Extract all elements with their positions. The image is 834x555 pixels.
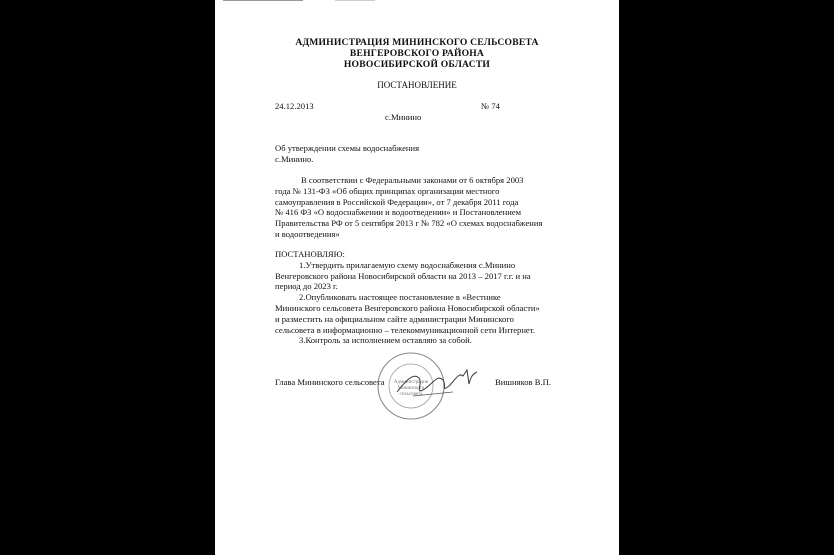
item-3-line: 3.Контроль за исполнением оставляю за собой. bbox=[299, 335, 472, 346]
preamble-line: самоуправления в Российской Федерации», от 7 декабря 2011 года bbox=[275, 196, 519, 207]
resolve-heading: ПОСТАНОВЛЯЮ: bbox=[275, 249, 345, 259]
preamble-line: года № 131-ФЗ «Об общих принципах организации местного bbox=[275, 185, 500, 196]
svg-text:сельсовета: сельсовета bbox=[399, 392, 423, 397]
item-1-line: период до 2023 г. bbox=[275, 281, 338, 292]
subject-line: с.Минино. bbox=[275, 153, 314, 164]
subject-line: Об утверждении схемы водоснабжения bbox=[275, 143, 420, 153]
item-1-line: Венгеровского района Новосибирской области на 2013 – 2017 г.г. и на bbox=[275, 270, 531, 281]
item-2-line: 2.Опубликовать настоящее постановление в «Вестнике bbox=[299, 292, 501, 303]
item-2-line: Мининского сельсовета Венгеровского района Новосибирской области» bbox=[275, 302, 540, 313]
header-line-3: НОВОСИБИРСКОЙ ОБЛАСТИ bbox=[343, 59, 491, 70]
svg-text:Мининского: Мининского bbox=[397, 386, 425, 391]
document-number: № 74 bbox=[481, 101, 500, 111]
document-page bbox=[215, 0, 619, 555]
resolve-section bbox=[275, 249, 575, 346]
header-line-2: ВЕНГЕРОВСКОГО РАЙОНА bbox=[349, 48, 485, 59]
scan-artifact-line bbox=[223, 0, 303, 1]
signature-name: Вишняков В.П. bbox=[495, 377, 551, 387]
preamble-line: Правительства РФ от 5 сентября 2013 г № 782 «О схемах водоснабжения bbox=[275, 218, 543, 229]
preamble bbox=[275, 175, 575, 240]
preamble-line: В соответствии с Федеральными законами от 6 октября 2003 bbox=[301, 175, 524, 185]
item-2-line: сельсовета в информационно – телекоммуникационной сети Интернет. bbox=[275, 324, 536, 335]
document-date: 24.12.2013 bbox=[275, 101, 314, 111]
signature-title: Глава Мининского сельсовета bbox=[275, 377, 385, 387]
subject bbox=[275, 143, 575, 165]
document-type: ПОСТАНОВЛЕНИЕ bbox=[377, 80, 457, 90]
handwritten-signature bbox=[393, 362, 479, 402]
svg-text:Администрация: Администрация bbox=[393, 380, 429, 385]
document-place: с.Минино bbox=[385, 112, 422, 122]
item-2-line: и разместить на официальном сайте администрации Мининского bbox=[275, 313, 514, 324]
item-1-line: 1.Утвердить прилагаемую схему водоснабжения с.Минино bbox=[299, 259, 516, 270]
preamble-line: и водоотведения» bbox=[275, 228, 340, 239]
scan-artifact-line bbox=[335, 0, 375, 1]
preamble-line: № 416 ФЗ «О водоснабжении и водоотведении» и Постановлением bbox=[275, 207, 522, 218]
header-line-1: АДМИНИСТРАЦИЯ МИНИНСКОГО СЕЛЬСОВЕТА bbox=[295, 37, 539, 48]
